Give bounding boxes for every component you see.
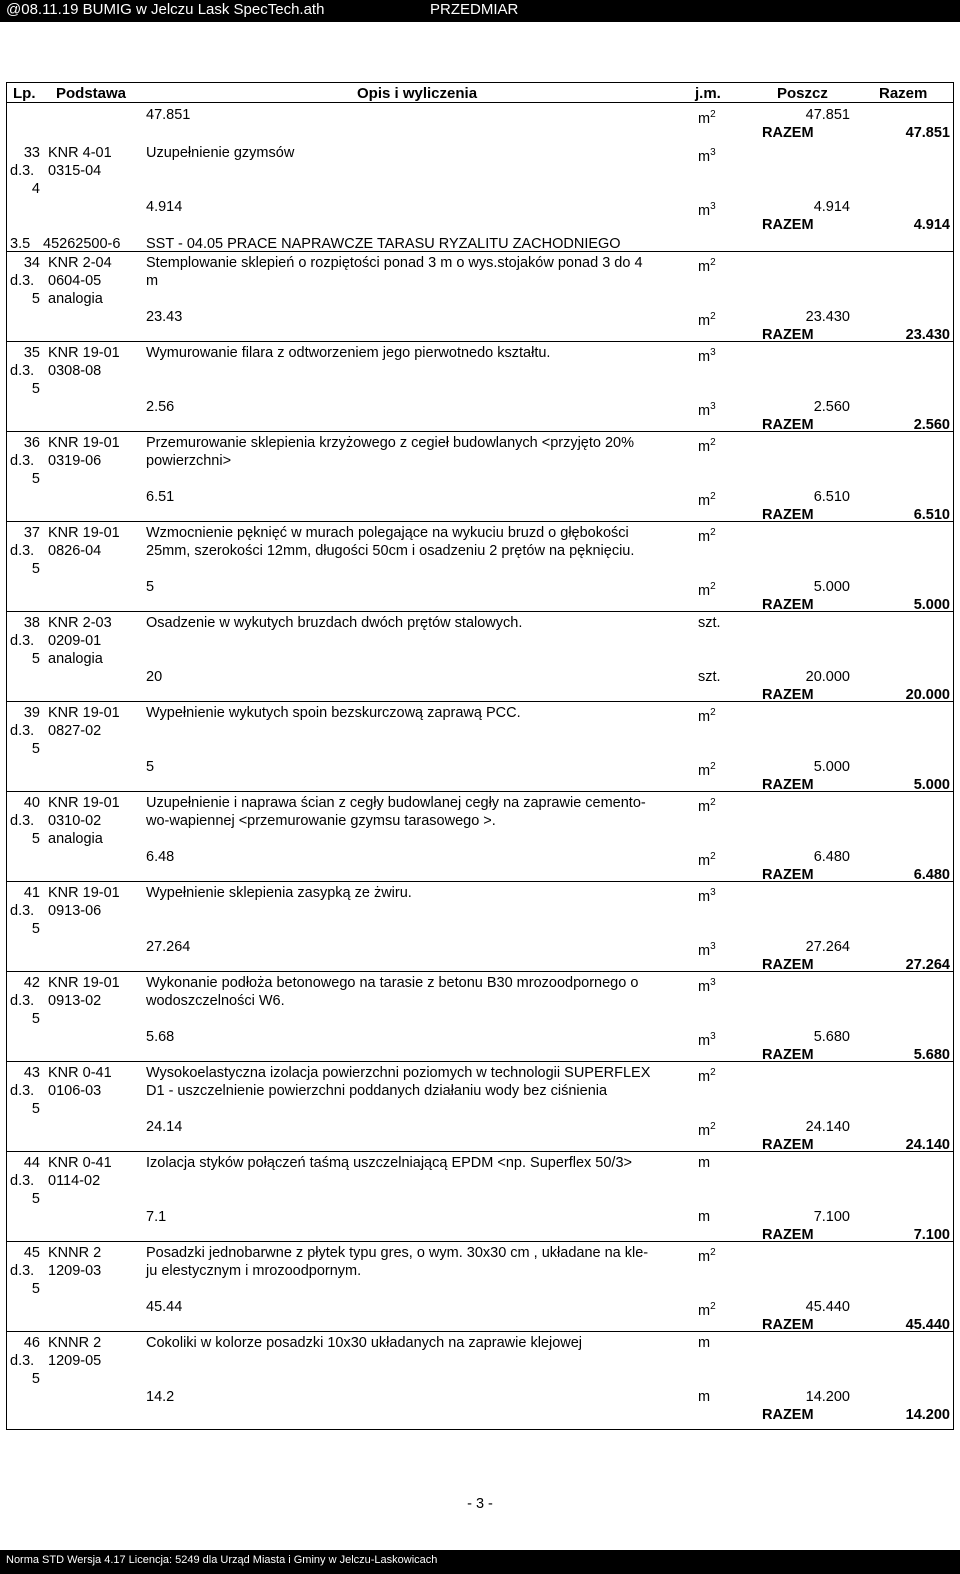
item-lp: 37 [23,525,40,541]
item-dp: d.3. [10,993,35,1009]
row-separator [6,611,954,612]
item-poszcz: 2.560 [813,399,850,415]
item-basis-code: 0209-01 [48,633,102,649]
carry-unit: $m^2$ [698,109,716,127]
item-basis: KNR 19-01 [48,975,120,991]
item-description: ju elestycznym i mrozoodpornym. [146,1263,362,1279]
item-description: m [146,273,159,289]
item-unit: $m^2$ [698,437,716,455]
item-description: wodoszczelności W6. [146,993,285,1009]
item-calc-unit: $m^3$ [698,941,716,959]
item-basis: KNR 19-01 [48,435,120,451]
item-lp-suffix: 5 [31,381,40,397]
item-dp: d.3. [10,453,35,469]
col-opis: Opis i wyliczenia [357,85,478,102]
item-calc-unit: $m^2$ [698,1301,716,1319]
item-calc-unit: szt. [698,669,721,685]
item-calc: 6.51 [146,489,175,505]
item-dp: d.3. [10,163,35,179]
item-unit: $m^2$ [698,797,716,815]
item-poszcz: 23.430 [805,309,850,325]
item-basis-code: 0308-08 [48,363,102,379]
item-basis: KNR 19-01 [48,525,120,541]
item-lp: 43 [23,1065,40,1081]
item-lp-suffix: 5 [31,471,40,487]
item-basis: KNR 19-01 [48,885,120,901]
item-calc: 14.2 [146,1389,175,1405]
row-separator [6,521,954,522]
row-separator [6,341,954,342]
row-separator [6,431,954,432]
item-description: 25mm, szerokości 12mm, długości 50cm i osadzeniu 2 prętów na pęknięciu. [146,543,635,559]
item-unit: $m^3$ [698,887,716,905]
item-description: Osadzenie w wykutych bruzdach dwóch prętów stalowych. [146,615,523,631]
item-poszcz: 6.510 [813,489,850,505]
item-basis-code: 0319-06 [48,453,102,469]
item-lp-suffix: 5 [31,1101,40,1117]
col-jm: j.m. [695,85,721,102]
item-description: wo-wapiennej <przemurowanie gzymsu tarasowego >. [146,813,496,829]
item-basis-code: 0604-05 [48,273,102,289]
item-basis-code: 0913-02 [48,993,102,1009]
item-calc-unit: m [698,1389,711,1405]
item-calc: 23.43 [146,309,183,325]
item-dp: d.3. [10,543,35,559]
item-razem: 23.430 [905,327,950,343]
item-calc: 6.48 [146,849,175,865]
item-razem: 5.680 [913,1047,950,1063]
item-unit: $m^3$ [698,147,716,165]
item-calc: 20 [146,669,163,685]
item-basis-code: 0913-06 [48,903,102,919]
section-number: 3.5 [10,236,31,252]
item-unit: m [698,1335,711,1351]
item-description: powierzchni> [146,453,232,469]
item-calc-unit: $m^3$ [698,201,716,219]
item-lp-suffix: 5 [31,1281,40,1297]
item-calc: 27.264 [146,939,191,955]
item-lp: 42 [23,975,40,991]
item-basis-code: 0114-02 [48,1173,101,1189]
footer-text: Norma STD Wersja 4.17 Licencja: 5249 dla Urząd Miasta i Gminy w Jelczu-Laskowicach [6,1554,438,1566]
item-razem: 6.510 [913,507,950,523]
row-separator [6,701,954,702]
item-razem: 5.000 [913,597,950,613]
item-razem: 24.140 [905,1137,950,1153]
item-unit: $m^2$ [698,257,716,275]
row-separator [6,971,954,972]
item-basis: KNR 19-01 [48,705,120,721]
item-razem: 20.000 [905,687,950,703]
item-lp: 36 [23,435,40,451]
item-unit: $m^2$ [698,1067,716,1085]
item-basis: KNR 19-01 [48,345,120,361]
item-lp-suffix: 5 [31,561,40,577]
item-description: Wypełnienie sklepienia zasypką ze żwiru. [146,885,412,901]
item-basis-code: 0315-04 [48,163,102,179]
item-lp-suffix: 5 [31,741,40,757]
item-description: Wykonanie podłoża betonowego na tarasie z betonu B30 mrozoodpornego o [146,975,639,991]
item-basis: KNR 0-41 [48,1065,112,1081]
item-basis-code: 0106-03 [48,1083,102,1099]
item-razem: 2.560 [913,417,950,433]
item-dp: d.3. [10,273,35,289]
item-calc: 2.56 [146,399,175,415]
item-lp-suffix: 5 [31,1371,40,1387]
item-basis-note: analogia [48,291,103,307]
item-lp-suffix: 5 [31,921,40,937]
page-number: - 3 - [467,1496,493,1512]
item-basis: KNNR 2 [48,1335,102,1351]
item-razem-label: RAZEM [762,217,814,233]
item-basis: KNR 4-01 [48,145,112,161]
col-podstawa: Podstawa [56,85,127,102]
item-description: Wysokoelastyczna izolacja powierzchni poziomych w technologii SUPERFLEX [146,1065,651,1081]
item-calc: 5.68 [146,1029,175,1045]
item-calc-unit: $m^3$ [698,1031,716,1049]
item-lp-suffix: 5 [31,1011,40,1027]
item-poszcz: 5.000 [813,579,850,595]
item-razem-label: RAZEM [762,417,814,433]
item-description: Cokoliki w kolorze posadzki 10x30 układanych na zaprawie klejowej [146,1335,583,1351]
item-dp: d.3. [10,1173,35,1189]
item-lp: 44 [23,1155,40,1171]
item-razem-label: RAZEM [762,957,814,973]
item-basis-code: 0826-04 [48,543,102,559]
item-dp: d.3. [10,903,35,919]
row-separator [6,881,954,882]
item-basis: KNR 2-04 [48,255,112,271]
item-calc-unit: m [698,1209,711,1225]
document-type: PRZEDMIAR [430,1,519,18]
item-poszcz: 7.100 [813,1209,850,1225]
item-unit: $m^3$ [698,977,716,995]
row-separator [6,1331,954,1332]
item-razem: 7.100 [913,1227,950,1243]
item-razem: 27.264 [905,957,950,973]
col-poszcz: Poszcz [777,85,828,102]
item-dp: d.3. [10,1263,35,1279]
item-razem-label: RAZEM [762,777,814,793]
item-poszcz: 27.264 [805,939,850,955]
item-unit: $m^3$ [698,347,716,365]
item-description: Wzmocnienie pęknięć w murach polegające na wykuciu bruzd o głębokości [146,525,629,541]
row-separator [6,1061,954,1062]
item-lp: 35 [23,345,40,361]
item-basis: KNR 0-41 [48,1155,112,1171]
item-razem-label: RAZEM [762,1317,814,1333]
item-calc-unit: $m^2$ [698,581,716,599]
item-lp: 33 [23,145,40,161]
item-poszcz: 5.680 [813,1029,850,1045]
item-poszcz: 20.000 [805,669,850,685]
item-calc-unit: $m^2$ [698,311,716,329]
item-razem: 45.440 [905,1317,950,1333]
top-bar [0,0,960,22]
item-poszcz: 5.000 [813,759,850,775]
item-unit: szt. [698,615,721,631]
item-razem-label: RAZEM [762,1407,814,1423]
item-poszcz: 4.914 [813,199,850,215]
item-description: Uzupełnienie i naprawa ścian z cegły budowlanej cegły na zaprawie cemento- [146,795,646,811]
item-razem: 14.200 [905,1407,950,1423]
item-row [6,1331,954,1441]
item-dp: d.3. [10,633,35,649]
item-description: Stemplowanie sklepień o rozpiętości ponad 3 m o wys.stojaków ponad 3 do 4 [146,255,643,271]
item-razem: 4.914 [913,217,950,233]
carry-calc: 47.851 [146,107,191,123]
item-poszcz: 45.440 [805,1299,850,1315]
item-description: Wypełnienie wykutych spoin bezskurczową zaprawą PCC. [146,705,521,721]
item-calc: 5 [146,759,155,775]
item-lp: 38 [23,615,40,631]
item-razem-label: RAZEM [762,507,814,523]
table-header [6,82,954,103]
item-unit: $m^2$ [698,527,716,545]
item-lp: 34 [23,255,40,271]
item-razem-label: RAZEM [762,1047,814,1063]
row-separator [6,791,954,792]
item-lp-suffix: 5 [31,651,40,667]
item-lp: 46 [23,1335,40,1351]
item-lp-suffix: 4 [31,181,40,197]
item-razem-label: RAZEM [762,867,814,883]
col-razem: Razem [879,85,928,102]
item-basis-code: 0827-02 [48,723,102,739]
item-basis-note: analogia [48,831,103,847]
item-calc-unit: $m^2$ [698,761,716,779]
carry-razem-label: RAZEM [762,125,814,141]
item-lp: 45 [23,1245,40,1261]
item-razem-label: RAZEM [762,1227,814,1243]
section-title: SST - 04.05 PRACE NAPRAWCZE TARASU RYZALITU ZACHODNIEGO [146,236,621,252]
item-calc: 5 [146,579,155,595]
item-lp: 41 [23,885,40,901]
section-code: 45262500-6 [43,236,121,252]
item-calc-unit: $m^3$ [698,401,716,419]
item-lp-suffix: 5 [31,291,40,307]
item-description: Przemurowanie sklepienia krzyżowego z cegieł budowlanych <przyjęto 20% [146,435,635,451]
item-lp: 40 [23,795,40,811]
item-calc-unit: $m^2$ [698,851,716,869]
item-lp-suffix: 5 [31,831,40,847]
item-dp: d.3. [10,363,35,379]
item-description: Wymurowanie filara z odtworzeniem jego pierwotnedo kształtu. [146,345,551,361]
item-description: Izolacja styków połączeń taśmą uszczelniającą EPDM <np. Superflex 50/3> [146,1155,632,1171]
col-lp: Lp. [13,85,36,102]
item-razem-label: RAZEM [762,327,814,343]
item-unit: $m^2$ [698,707,716,725]
carry-poszcz: 47.851 [805,107,850,123]
item-dp: d.3. [10,1353,35,1369]
item-razem-label: RAZEM [762,597,814,613]
item-basis: KNNR 2 [48,1245,102,1261]
item-lp: 39 [23,705,40,721]
item-razem: 6.480 [913,867,950,883]
item-razem-label: RAZEM [762,1137,814,1153]
item-calc: 4.914 [146,199,183,215]
item-basis-code: 1209-03 [48,1263,102,1279]
item-unit: $m^2$ [698,1247,716,1265]
footer-bar [0,1550,960,1574]
item-description: Posadzki jednobarwne z płytek typu gres, o wym. 30x30 cm , układane na kle- [146,1245,649,1261]
carry-razem: 47.851 [905,125,950,141]
item-description: D1 - uszczelnienie powierzchni poddanych działaniu wody bez ciśnienia [146,1083,608,1099]
item-description: Uzupełnienie gzymsów [146,145,295,161]
row-separator [6,1241,954,1242]
item-calc: 45.44 [146,1299,183,1315]
item-basis-code: 0310-02 [48,813,102,829]
item-poszcz: 6.480 [813,849,850,865]
file-title: @08.11.19 BUMIG w Jelczu Lask SpecTech.ath [6,1,325,18]
item-calc: 7.1 [146,1209,167,1225]
item-basis-code: 1209-05 [48,1353,102,1369]
item-lp-suffix: 5 [31,1191,40,1207]
row-separator [6,1151,954,1152]
item-calc: 24.14 [146,1119,183,1135]
item-calc-unit: $m^2$ [698,491,716,509]
item-razem-label: RAZEM [762,687,814,703]
item-basis-note: analogia [48,651,103,667]
item-unit: m [698,1155,711,1171]
item-dp: d.3. [10,1083,35,1099]
item-dp: d.3. [10,813,35,829]
item-poszcz: 24.140 [805,1119,850,1135]
item-calc-unit: $m^2$ [698,1121,716,1139]
item-basis: KNR 19-01 [48,795,120,811]
item-basis: KNR 2-03 [48,615,112,631]
item-dp: d.3. [10,723,35,739]
item-poszcz: 14.200 [805,1389,850,1405]
item-razem: 5.000 [913,777,950,793]
